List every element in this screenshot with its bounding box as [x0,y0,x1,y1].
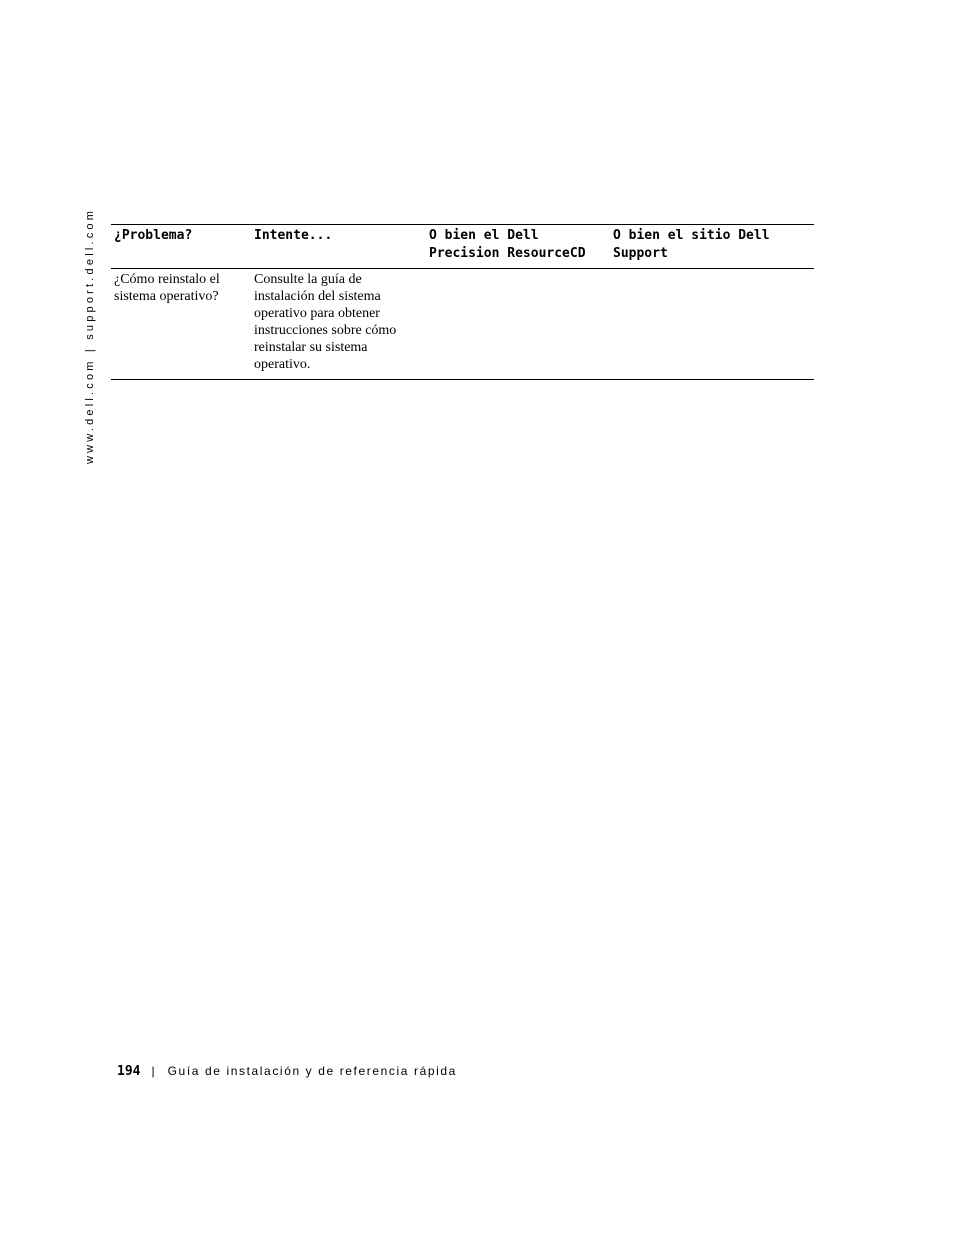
table-row [111,269,814,380]
header-problem: ¿Problema? [114,228,193,243]
cell-problem: ¿Cómo reinstalo el sistema operativo? [114,272,220,304]
table-header-row [111,225,814,269]
header-resource-cd: O bien el Dell Precision ResourceCD [429,228,586,261]
header-dell-support: O bien el sitio Dell Support [613,228,770,261]
cell-resource-cd [426,269,610,380]
page-footer [117,1062,457,1081]
sidebar-url: www.dell.com | support.dell.com [84,207,96,464]
troubleshooting-table [111,224,814,380]
cell-dell-support [610,269,814,380]
cell-try: Consulte la guía de instalación del sistema operativo para obtener instrucciones sobre cómo reinstalar su sistema operativo. [254,272,397,372]
footer-separator: | [151,1064,155,1078]
header-try: Intente... [254,228,333,243]
document-title: Guía de instalación y de referencia rápida [167,1064,457,1078]
page-number: 194 [117,1064,141,1079]
